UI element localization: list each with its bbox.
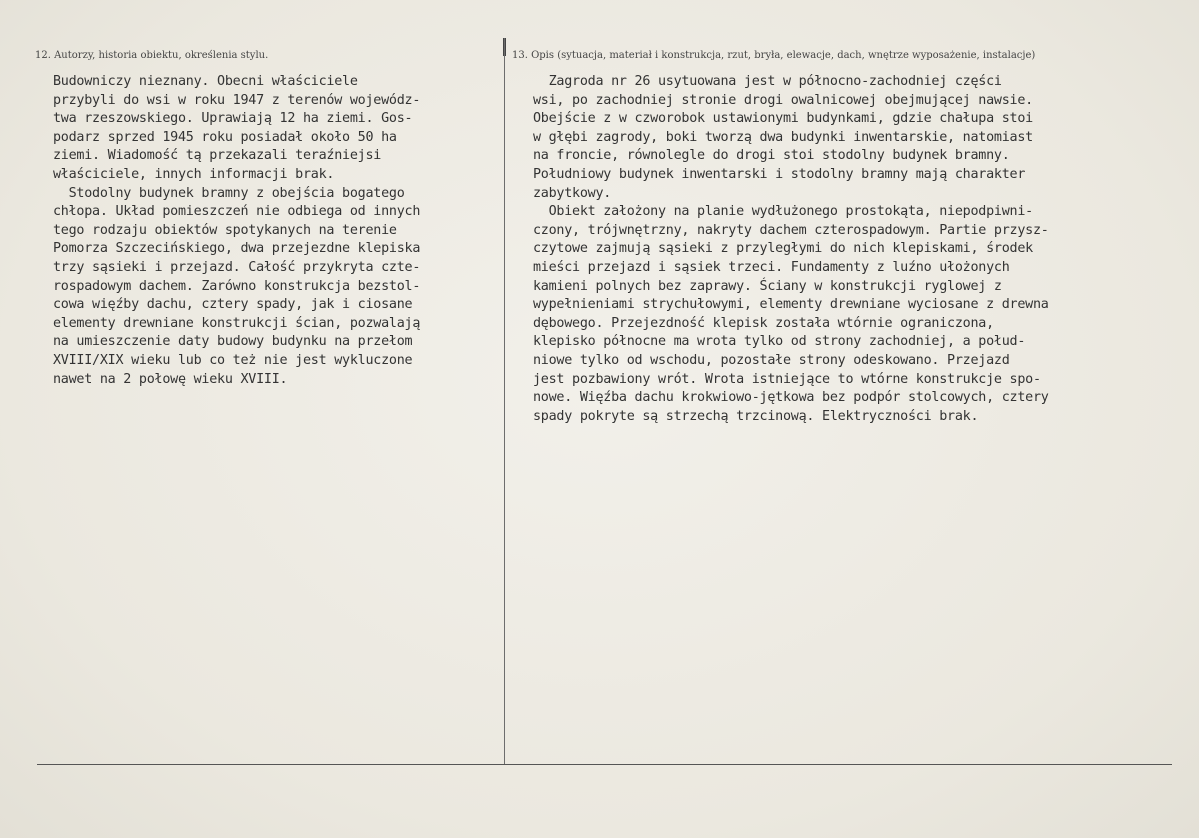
text-line: czony, trójwnętrzny, nakryty dachem czterospadowym. Partie przysz-: [533, 222, 1049, 238]
text-line: Obejście z w czworobok ustawionymi budynkami, gdzie chałupa stoi: [533, 111, 1033, 127]
text-line: czytowe zajmują sąsieki z przyległymi do nich klepiskami, środek: [533, 241, 1033, 257]
text-line: niowe tylko od wschodu, pozostałe strony odeskowano. Przejazd: [533, 352, 1010, 368]
text-line: nawet na 2 połowę wieku XVIII.: [53, 371, 288, 387]
text-line: chłopa. Układ pomieszczeń nie odbiega od innych: [53, 204, 421, 220]
text-line: dębowego. Przejezdność klepisk została wtórnie ograniczona,: [533, 315, 994, 331]
section-13-heading: 13. Opis (sytuacja, materiał i konstrukcja, rzut, bryła, elewacje, dach, wnętrze wyposażenie, instalacje): [512, 50, 1036, 61]
bottom-rule: [37, 764, 1172, 765]
text-line: przybyli do wsi w roku 1947 z terenów wojewódz-: [53, 92, 421, 108]
section-13-text: [533, 73, 1195, 426]
text-line: twa rzeszowskiego. Uprawiają 12 ha ziemi. Gos-: [53, 111, 413, 127]
text-line: podarz sprzed 1945 roku posiadał około 50 ha: [53, 129, 397, 145]
text-line: Pomorza Szczecińskiego, dwa przejezdne klepiska: [53, 241, 421, 257]
text-line: w głębi zagrody, boki tworzą dwa budynki inwentarskie, natomiast: [533, 129, 1033, 145]
text-line: tego rodzaju obiektów spotykanych na terenie: [53, 222, 397, 238]
text-line: Budowniczy nieznany. Obecni właściciele: [53, 74, 358, 89]
text-line: Południowy budynek inwentarski i stodolny bramny mają charakter: [533, 166, 1026, 182]
text-line: zabytkowy.: [533, 185, 612, 201]
section-12-text: [53, 73, 501, 389]
text-line: cowa więźby dachu, cztery spady, jak i ciosane: [53, 297, 413, 313]
text-line: klepisko północne ma wrota tylko od strony zachodniej, a połud-: [533, 334, 1026, 350]
column-divider: [504, 38, 505, 765]
text-line: na umieszczenie daty budowy budynku na przełom: [53, 334, 413, 350]
text-line: kamieni polnych bez zaprawy. Ściany w konstrukcji ryglowej z: [533, 278, 1002, 294]
text-line: elementy drewniane konstrukcji ścian, pozwalają: [53, 315, 421, 331]
text-line: Stodolny budynek bramny z obejścia bogatego: [53, 185, 405, 201]
text-line: na froncie, równolegle do drogi stoi stodolny budynek bramny.: [533, 148, 1010, 164]
text-line: Zagroda nr 26 usytuowana jest w północno-zachodniej części: [533, 74, 1002, 89]
text-line: spady pokryte są strzechą trzcinową. Elektryczności brak.: [533, 408, 979, 424]
text-line: Obiekt założony na planie wydłużonego prostokąta, niepodpiwni-: [533, 204, 1033, 220]
text-line: wsi, po zachodniej stronie drogi owalnicowej obejmującej nawsie.: [533, 92, 1033, 108]
text-line: trzy sąsieki i przejazd. Całość przykryta czte-: [53, 259, 421, 275]
section-12-heading: 12. Autorzy, historia obiektu, określenia stylu.: [35, 50, 269, 61]
text-line: mieści przejazd i sąsiek trzeci. Fundamenty z luźno ułożonych: [533, 259, 1010, 275]
text-line: rospadowym dachem. Zarówno konstrukcja bezstol-: [53, 278, 421, 294]
text-line: ziemi. Wiadomość tą przekazali teraźniejsi: [53, 148, 382, 164]
text-line: wypełnieniami strychułowymi, elementy drewniane wyciosane z drewna: [533, 297, 1049, 313]
text-line: nowe. Więźba dachu krokwiowo-jętkowa bez podpór stolcowych, cztery: [533, 390, 1049, 406]
text-line: właściciele, innych informacji brak.: [53, 166, 335, 182]
text-line: XVIII/XIX wieku lub co też nie jest wykluczone: [53, 352, 413, 368]
text-line: jest pozbawiony wrót. Wrota istniejące to wtórne konstrukcje spo-: [533, 371, 1041, 387]
